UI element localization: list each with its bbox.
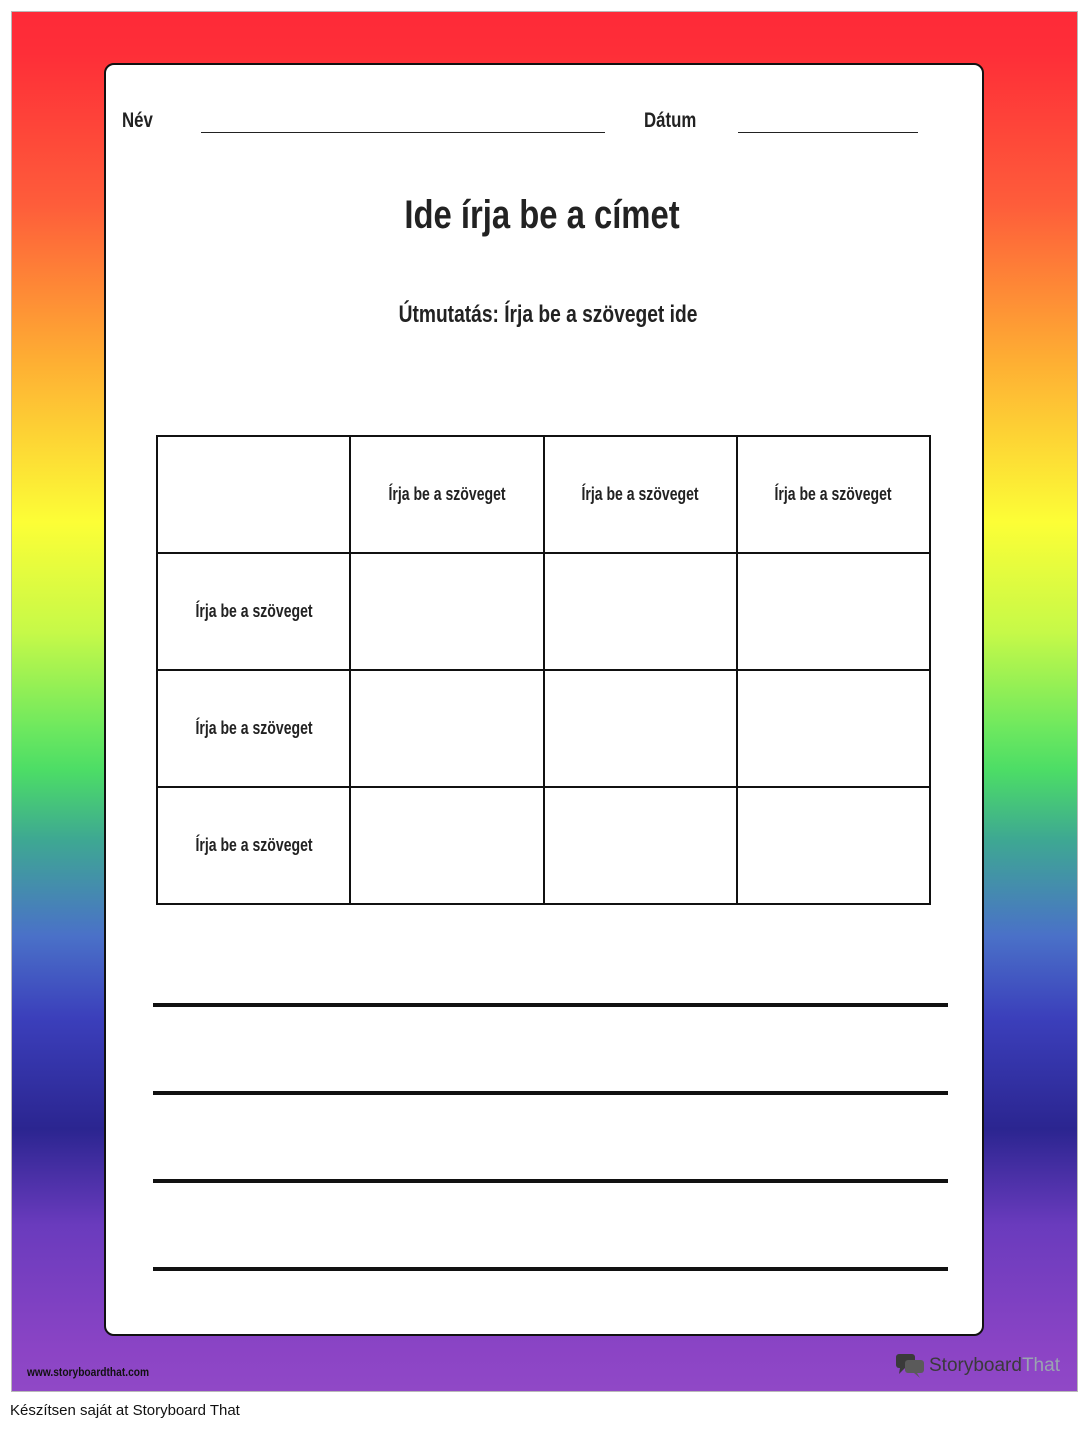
table-column-header[interactable] <box>737 436 930 553</box>
table-header-row <box>157 436 930 553</box>
table-cell[interactable] <box>737 670 930 787</box>
table-corner-cell <box>157 436 350 553</box>
table-cell[interactable] <box>350 670 543 787</box>
date-label: Dátum <box>644 109 697 132</box>
table-cell[interactable] <box>737 553 930 670</box>
table-column-header[interactable] <box>350 436 543 553</box>
table-row-header[interactable] <box>157 670 350 787</box>
table-cell[interactable] <box>544 553 737 670</box>
column-header-text: Írja be a szöveget <box>774 484 892 504</box>
row-header-text: Írja be a szöveget <box>195 601 313 621</box>
storyboardthat-logo[interactable] <box>895 1353 1060 1379</box>
table-cell[interactable] <box>737 787 930 904</box>
brand-word-storyboard: Storyboard <box>929 1355 1022 1376</box>
footer-url[interactable]: www.storyboardthat.com <box>27 1365 150 1379</box>
table-cell[interactable] <box>544 670 737 787</box>
table-column-header[interactable] <box>544 436 737 553</box>
row-header-text: Írja be a szöveget <box>195 835 313 855</box>
instructions-text: Útmutatás: Írja be a szöveget ide <box>398 301 698 328</box>
table-row <box>157 787 930 904</box>
table-row <box>157 670 930 787</box>
page-caption: Készítsen saját at Storyboard That <box>10 1402 240 1419</box>
table-cell[interactable] <box>350 553 543 670</box>
writing-line[interactable] <box>153 1179 948 1183</box>
writing-line[interactable] <box>153 1091 948 1095</box>
name-label: Név <box>122 109 153 132</box>
name-field-line[interactable] <box>201 132 605 133</box>
table-row-header[interactable] <box>157 787 350 904</box>
column-header-text: Írja be a szöveget <box>581 484 699 504</box>
writing-line[interactable] <box>153 1003 948 1007</box>
table-cell[interactable] <box>350 787 543 904</box>
speech-bubbles-icon <box>895 1353 925 1379</box>
worksheet <box>104 63 984 1336</box>
date-field-line[interactable] <box>738 132 918 133</box>
table-row-header[interactable] <box>157 553 350 670</box>
table-row <box>157 553 930 670</box>
column-header-text: Írja be a szöveget <box>388 484 506 504</box>
worksheet-title: Ide írja be a címet <box>404 193 680 237</box>
table-cell[interactable] <box>544 787 737 904</box>
worksheet-table <box>156 435 931 905</box>
row-header-text: Írja be a szöveget <box>195 718 313 738</box>
brand-word-that: That <box>1021 1355 1060 1376</box>
writing-line[interactable] <box>153 1267 948 1271</box>
